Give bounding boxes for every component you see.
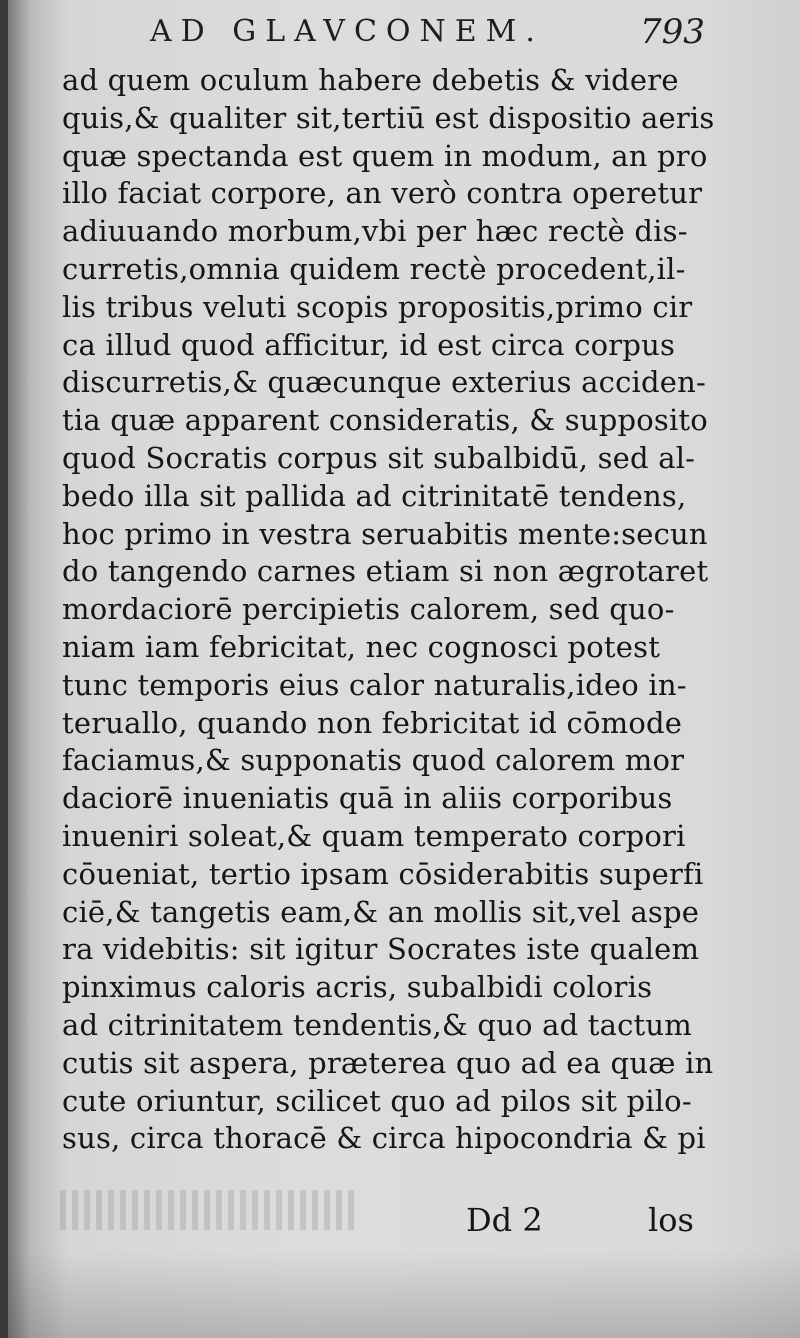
text-line: ca illud quod afficitur, id est circa corpus xyxy=(62,327,676,362)
text-line: niam iam febricitat, nec cognosci potest xyxy=(62,629,661,664)
binding-shadow xyxy=(0,0,8,1338)
text-line: hoc primo in vestra seruabitis mente:secun xyxy=(62,516,708,551)
text-line: inueniri soleat,& quam temperato corpori xyxy=(62,818,686,853)
catchword: los xyxy=(648,1201,694,1239)
text-line: tunc temporis eius calor naturalis,ideo in- xyxy=(62,667,687,702)
text-line: ad quem oculum habere debetis & videre xyxy=(62,63,679,97)
text-line: cōueniat, tertio ipsam cōsiderabitis superfi xyxy=(62,856,704,891)
text-line: cutis sit aspera, præterea quo ad ea quæ in xyxy=(62,1045,714,1080)
text-line: illo faciat corpore, an verò contra operetur xyxy=(62,176,703,211)
text-line: cute oriuntur, scilicet quo ad pilos sit pilo- xyxy=(62,1083,692,1118)
text-line: do tangendo carnes etiam si non ægrotaret xyxy=(62,554,709,589)
text-line: pinximus caloris acris, subalbidi coloris xyxy=(62,970,653,1005)
text-line: bedo illa sit pallida ad citrinitatē tendens, xyxy=(62,478,687,513)
text-line: adiuuando morbum,vbi per hæc rectè dis- xyxy=(62,214,688,249)
text-line: faciamus,& supponatis quod calorem mor xyxy=(62,743,685,778)
text-line: quis,& qualiter sit,tertiū est dispositio aeris xyxy=(62,100,715,135)
running-title: AD GLAVCONEM. xyxy=(150,14,544,49)
text-line: ciē,& tangetis eam,& an mollis sit,vel aspe xyxy=(62,894,700,929)
show-through-text xyxy=(60,1190,360,1230)
page-bottom-shading xyxy=(8,1250,800,1338)
text-line: teruallo, quando non febricitat id cōmode xyxy=(62,705,683,740)
text-line: quæ spectanda est quem in modum, an pro xyxy=(62,138,708,173)
text-line: daciorē inueniatis quā in aliis corporibus xyxy=(62,781,673,816)
signature-mark: Dd 2 xyxy=(466,1201,543,1239)
body-text xyxy=(62,62,715,1158)
text-line: sus, circa thoracē & circa hipocondria & pi xyxy=(62,1121,706,1156)
text-line: tia quæ apparent consideratis, & supposito xyxy=(62,403,708,438)
text-line: ra videbitis: sit igitur Socrates iste qualem xyxy=(62,932,700,967)
text-line: quod Socratis corpus sit subalbidū, sed al- xyxy=(62,440,696,475)
text-line: discurretis,& quæcunque exterius acciden- xyxy=(62,365,707,400)
text-line: ad citrinitatem tendentis,& quo ad tactum xyxy=(62,1007,692,1042)
text-line: curretis,omnia quidem rectè procedent,il- xyxy=(62,251,686,286)
text-line: lis tribus veluti scopis propositis,primo cir xyxy=(62,289,693,324)
page-number: 793 xyxy=(640,12,705,52)
text-line: mordaciorē percipietis calorem, sed quo- xyxy=(62,592,675,627)
